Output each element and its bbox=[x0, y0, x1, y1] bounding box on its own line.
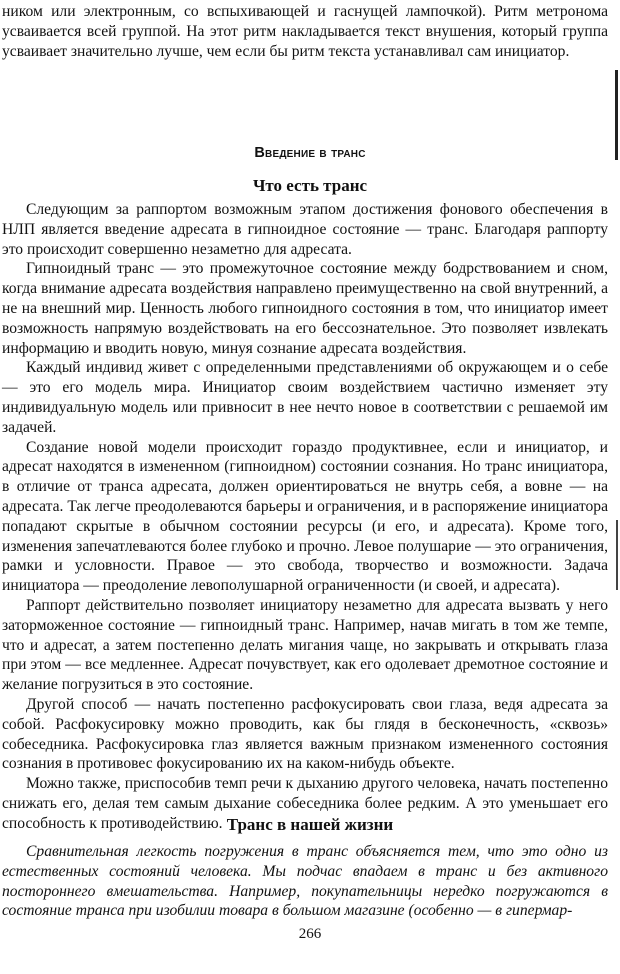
paragraph: Сравнительная легкость погружения в транс объясняется тем, что это одно из естественных состояний человека. Мы подчас впадаем в транс и без активного постороннего вмешательства. Например, покупательницы нередко погружаются в состояние транса при изобилии товара в большом магазине (особенно — в гипермар- bbox=[2, 843, 608, 920]
section-title: Введение в транс bbox=[254, 145, 366, 161]
subsection-title-2: Транс в нашей жизни bbox=[226, 815, 394, 834]
paragraph: Можно также, приспособив темп речи к дыханию другого человека, начать постепенно снижать его, делая тем самым дыхание собеседника более редким. А это уменьшает его способность к противодействию. bbox=[2, 775, 608, 832]
subsection-2-body bbox=[0, 842, 620, 921]
paragraph: Раппорт действительно позволяет инициатору незаметно для адресата вызвать у него заторможенное состояние — гипноидный транс. Например, начав мигать в том же темпе, что и адресат, а затем постепенно делать мигания чаще, но закрывать и открывать глаза при этом — все медленнее. Адресат почувствует, как его одолевает дремотное состояние и желание погрузиться в это состояние. bbox=[2, 596, 608, 694]
paragraph: Гипноидный транс — это промежуточное состояние между бодрствованием и сном, когда внимание адресата воздействия направлено преимущественно на свой внутренний, а не на внешний мир. Ценность любого гипноидного состояния в том, что инициатор имеет возможность напрямую воздействовать на его бессознательное. Это позволяет извлекать информацию и вводить новую, минуя сознание адресата воздействия. bbox=[2, 260, 608, 357]
intro-paragraph: ником или электронным, со вспыхивающей и гаснущей лампочкой). Ритм метронома усваивается всей группой. На этот ритм накладывается текст внушения, который группа усваивает значительно лучше, чем если бы ритм текста устанавливал сам инициатор. bbox=[2, 3, 608, 60]
paragraph: Следующим за раппортом возможным этапом достижения фонового обеспечения в НЛП является введение адресата в гипноидное состояние — транс. Благодаря раппорту это происходит совершенно незаметно для адресата. bbox=[2, 201, 608, 258]
paragraph: Создание новой модели происходит гораздо продуктивнее, если и инициатор, и адресат находятся в измененном (гипноидном) состоянии сознания. Но транс инициатора, в отличие от транса адресата, должен ориентироваться не внутрь себя, а вовне — на адресата. Так легче преодолеваются барьеры и ограничения, и в распоряжение инициатора попадают скрытые в обычном состоянии ресурсы (и его, и адресата). Кроме того, изменения запечатлеваются более глубоко и прочно. Левое полушарие — это ограничения, рамки и условности. Правое — это свобода, творчество и возможности. Задача инициатора — преодоление левополушарной ограниченности (и своей, и адресата). bbox=[2, 438, 608, 595]
subsection-title-1: Что есть транс bbox=[252, 176, 368, 195]
intro-block bbox=[0, 2, 620, 61]
paragraph: Каждый индивид живет с определенными представлениями об окружающем и о себе — это его модель мира. Инициатор своим воздействием частично изменяет эту индивидуальную модель или привносит в нее нечто новое в соответствии с решаемой им задачей. bbox=[2, 359, 608, 436]
page-number: 266 bbox=[298, 926, 322, 942]
subsection-1-body bbox=[0, 200, 620, 834]
paragraph: Другой способ — начать постепенно расфокусировать свои глаза, ведя адресата за собой. Расфокусировку можно проводить, как бы глядя в бесконечность, «сквозь» собеседника. Расфокусировка глаз является важным признаком измененного состояния сознания в противовес фокусированию их на каком-нибудь объекте. bbox=[2, 695, 608, 773]
